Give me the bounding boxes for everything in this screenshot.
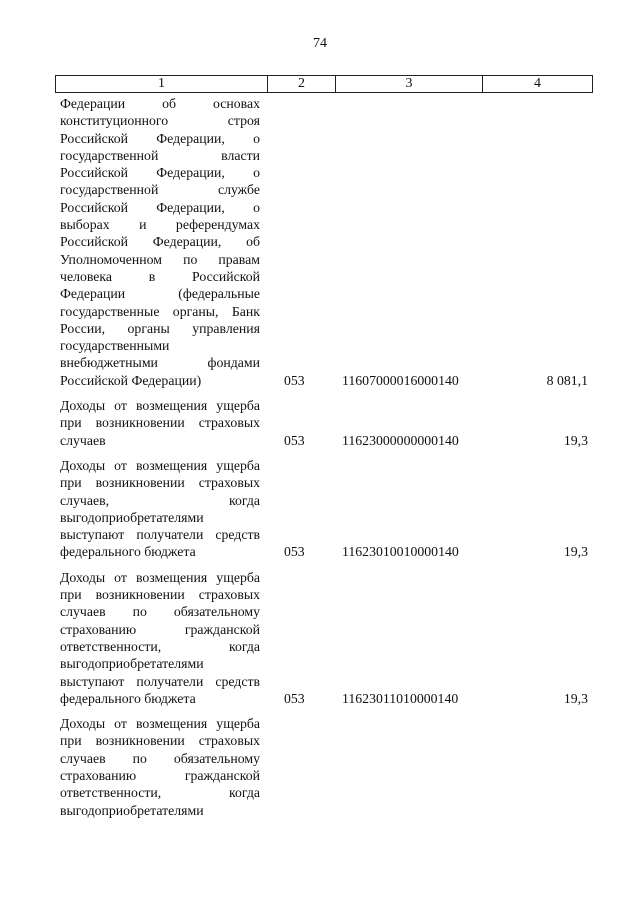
description-line: страхованию гражданской [60,621,260,637]
amount: 8 081,1 [546,372,588,388]
description-line: при возникновении страховых [60,733,260,749]
row-description [60,457,260,561]
description-line: страхованию гражданской [60,767,260,783]
description-line: Доходы от возмещения ущерба [60,716,260,732]
table-row [60,457,593,561]
kbk-code: 11623010010000140 [342,544,459,560]
description-line: выгодоприобретателями [60,802,204,818]
description-line: Федерации (федеральные [60,286,260,302]
description-line: Российской Федерации, об [60,234,260,250]
description-line: России, органы управления [60,320,260,336]
description-line: Уполномоченном по правам [60,251,260,267]
description-line: государственной власти [60,147,260,163]
description-line: Федерации об основах [60,96,260,111]
description-line: Российской Федерации, о [60,130,260,146]
column-header-2: 2 [267,76,335,92]
description-line: выборах и референдумах [60,217,260,233]
column-header-1: 1 [158,76,165,91]
description-line: конституционного строя [60,113,260,129]
description-line: выступают получатели средств [60,673,260,689]
admin-code: 053 [284,544,305,560]
description-line: при возникновении страховых [60,587,260,603]
kbk-code: 11623000000000140 [342,432,459,448]
description-line: федерального бюджета [60,544,196,560]
amount: 19,3 [563,690,588,706]
column-header-4: 4 [482,76,592,92]
description-line: человека в Российской [60,268,260,284]
table-row [60,569,593,707]
description-line: Доходы от возмещения ущерба [60,569,260,585]
row-description [60,397,260,449]
amount: 19,3 [563,432,588,448]
table-row [60,715,593,819]
description-line: Российской Федерации, о [60,165,260,181]
description-line: Российской Федерации, о [60,199,260,215]
description-line: федерального бюджета [60,690,196,706]
description-line: при возникновении страховых [60,475,260,491]
row-description [60,715,260,819]
description-line: Доходы от возмещения ущерба [60,398,260,414]
column-header-3: 3 [335,76,482,92]
table-row [60,95,593,389]
description-line: государственной службе [60,182,260,198]
description-line: ответственности, когда [60,638,260,654]
table-column-header-row [55,75,593,93]
amount: 19,3 [563,544,588,560]
description-line: Доходы от возмещения ущерба [60,457,260,473]
description-line: при возникновении страховых [60,415,260,431]
description-line: случаев по обязательному [60,750,260,766]
page-number: 74 [313,36,327,51]
description-line: Российской Федерации) [60,372,202,388]
description-line: внебюджетными фондами [60,355,260,371]
admin-code: 053 [284,432,305,448]
description-line: выгодоприобретателями [60,656,204,672]
admin-code: 053 [284,372,305,388]
kbk-code: 11623011010000140 [342,690,459,706]
table-row [60,397,593,449]
table-body [60,95,593,827]
description-line: случаев, когда [60,492,260,508]
description-line: случаев по обязательному [60,604,260,620]
description-line: государственными [60,338,170,354]
kbk-code: 11607000016000140 [342,372,459,388]
description-line: выступают получатели средств [60,527,260,543]
admin-code: 053 [284,690,305,706]
description-line: государственные органы, Банк [60,303,260,319]
description-line: выгодоприобретателями [60,509,204,525]
row-description [60,95,260,389]
description-line: случаев [60,432,106,448]
description-line: ответственности, когда [60,785,260,801]
row-description [60,569,260,707]
